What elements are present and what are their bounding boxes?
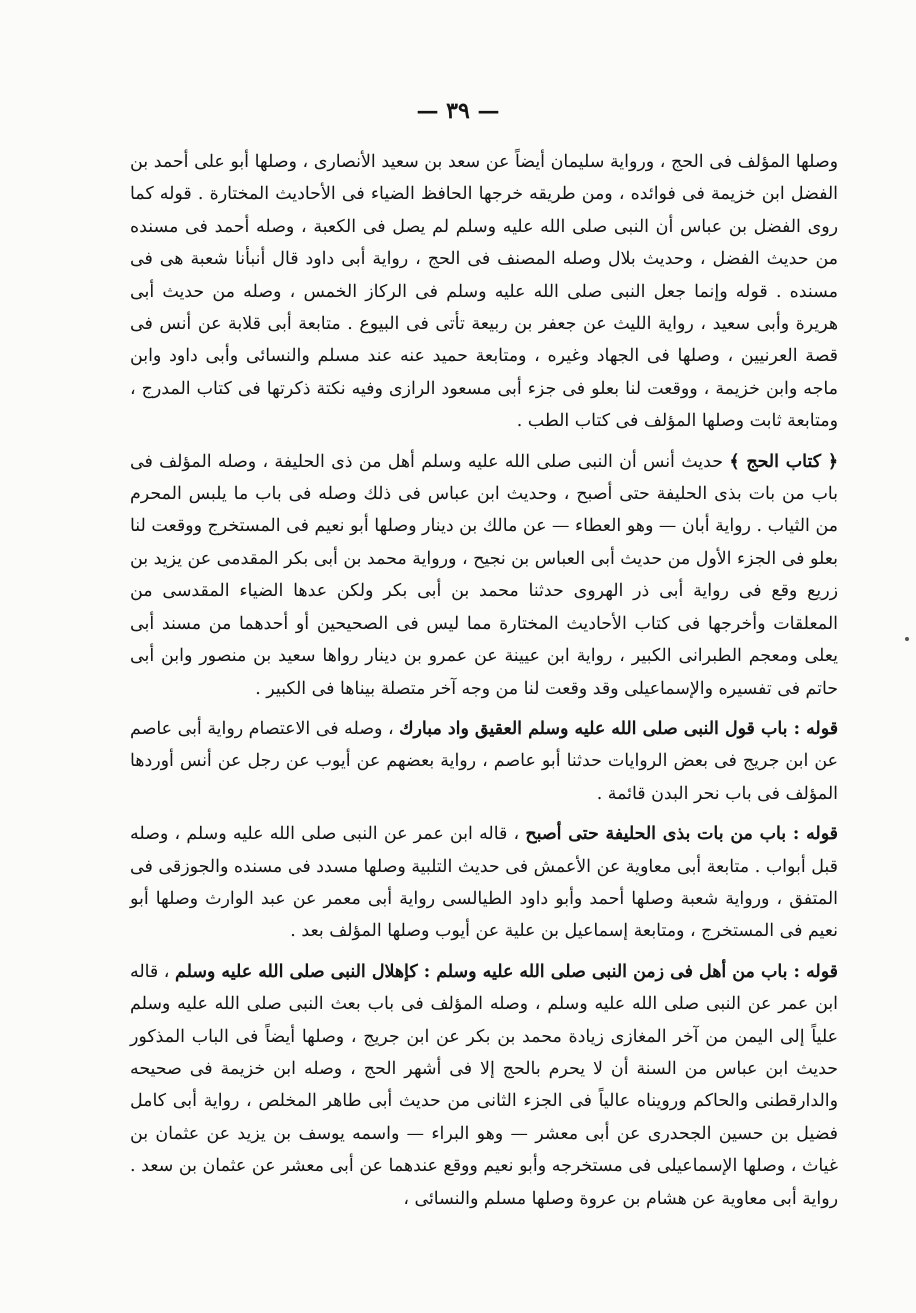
paragraph-4 [130, 818, 838, 948]
paragraph-1: وصلها المؤلف فى الحج ، ورواية سليمان أيضاً عن سعد بن سعيد الأنصارى ، وصلها أبو على أحمد بن الفضل ابن خزيمة فى فوائده ، ومن طريقه خرجها الحافظ الضياء فى الأحاديث المختارة . قوله كما روى الفضل بن عباس أن النبى صلى الله عليه وسلم لم يصل فى الكعبة ، وصله أحمد فى مسنده من حديث الفضل ، وحديث بلال وصله المصنف فى الحج ، رواية أبى داود قال أنبأنا شعبة هى فى مسنده . قوله وإنما جعل النبى صلى الله عليه وسلم فى الركاز الخمس ، وصله من حديث أبى هريرة وأبى سعيد ، رواية الليث عن جعفر بن ربيعة تأتى فى البيوع . متابعة أبى قلابة عن أنس فى قصة العرنيين ، وصلها فى الجهاد وغيره ، ومتابعة حميد عنه عند مسلم والنسائى وأبى داود وابن ماجه وابن خزيمة ، ووقعت لنا بعلو فى جزء أبى مسعود الرازى وفيه نكتة ذكرتها فى كتاب المدرج ، ومتابعة ثابت وصلها المؤلف فى كتاب الطب . [130, 152, 838, 432]
paragraph-3-text: ، وصله فى الاعتصام رواية أبى عاصم عن ابن جريج فى بعض الروايات حدثنا أبو عاصم ، رواية بعضهم عن أيوب عن رجل عن أنس أوردها المؤلف فى باب نحر البدن قائمة . [130, 718, 838, 804]
body-text [130, 146, 838, 1215]
chapter-heading: ﴿ كتاب الحج ﴾ [729, 451, 839, 472]
paragraph-3 [130, 713, 838, 810]
scan-speck [905, 637, 909, 641]
paragraph-4-text: ، قاله ابن عمر عن النبى صلى الله عليه وسلم ، وصله قبل أبواب . متابعة أبى معاوية عن الأعمش فى حديث التلبية وصلها مسدد فى مسنده والجوزقى فى المتفق ، ورواية شعبة وصلها أحمد وأبو داود الطيالسى رواية أبى معمر عن عبد الوارث وصلها أبو نعيم فى المستخرج ، ومتابعة إسماعيل بن علية عن أيوب وصلها المؤلف بعد . [130, 824, 838, 942]
paragraph-2-text: حديث أنس أن النبى صلى الله عليه وسلم أهل من ذى الحليفة ، وصله المؤلف فى باب من بات بذى الحليفة حتى أصبح ، وحديث ابن عباس فى ذلك وصله فى باب ما يلبس المحرم من الثياب . رواية أبان — وهو العطاء — عن مالك بن دينار وصلها أبو نعيم فى المستخرج ووقعت لنا بعلو فى الجزء الأول من حديث أبى العباس بن نجيح ، ورواية محمد بن أبى بكر المقدمى عن يزيد بن زريع وقع فى رواية أبى ذر الهروى حدثنا محمد بن أبى بكر ولكن عدها الضياء المقدسى من المعلقات وأخرجها فى كتاب الأحاديث المختارة مما ليس فى الصحيحين أو أحدهما من مسند أبى يعلى ومعجم الطبرانى الكبير ، رواية ابن عيينة عن عمرو بن دينار رواها سعيد بن منصور وابن أبى حاتم فى تفسيره والإسماعيلى وقد وقعت لنا من وجه آخر متصلة بيناها فى الكبير . [130, 451, 838, 699]
section-heading-3: قوله : باب من أهل فى زمن النبى صلى الله عليه وسلم : كإهلال النبى صلى الله عليه وسلم [175, 961, 838, 982]
paragraph-2 [130, 446, 838, 705]
section-heading-2: قوله : باب من بات بذى الحليفة حتى أصبح [525, 824, 838, 845]
section-heading-1: قوله : باب قول النبى صلى الله عليه وسلم العقيق واد مبارك [399, 718, 839, 739]
paragraph-5-text: ، قاله ابن عمر عن النبى صلى الله عليه وسلم ، وصله المؤلف فى باب بعث النبى صلى الله عليه وسلم علياً إلى اليمن من آخر المغازى زيادة محمد بن بكر عن ابن جريج ، وصلها أيضاً فى الباب المذكور حديث ابن عباس من السنة أن لا يحرم بالحج إلا فى أشهر الحج ، وصله ابن خزيمة فى صحيحه والدارقطنى والحاكم ورويناه عالياً فى الجزء الثانى من حديث أبى طاهر المخلص ، رواية أبى كامل فضيل بن حسين الجحدرى عن أبى معشر — وهو البراء — واسمه يوسف بن يزيد عن عثمان بن غياث ، وصلها الإسماعيلى فى مستخرجه وأبو نعيم ووقع عندهما عن أبى معشر عن عثمان بن سعد . رواية أبى معاوية عن هشام بن عروة وصلها مسلم والنسائى ، [130, 961, 838, 1209]
paragraph-5 [130, 956, 838, 1215]
page-number: — ٣٩ — [416, 98, 500, 124]
